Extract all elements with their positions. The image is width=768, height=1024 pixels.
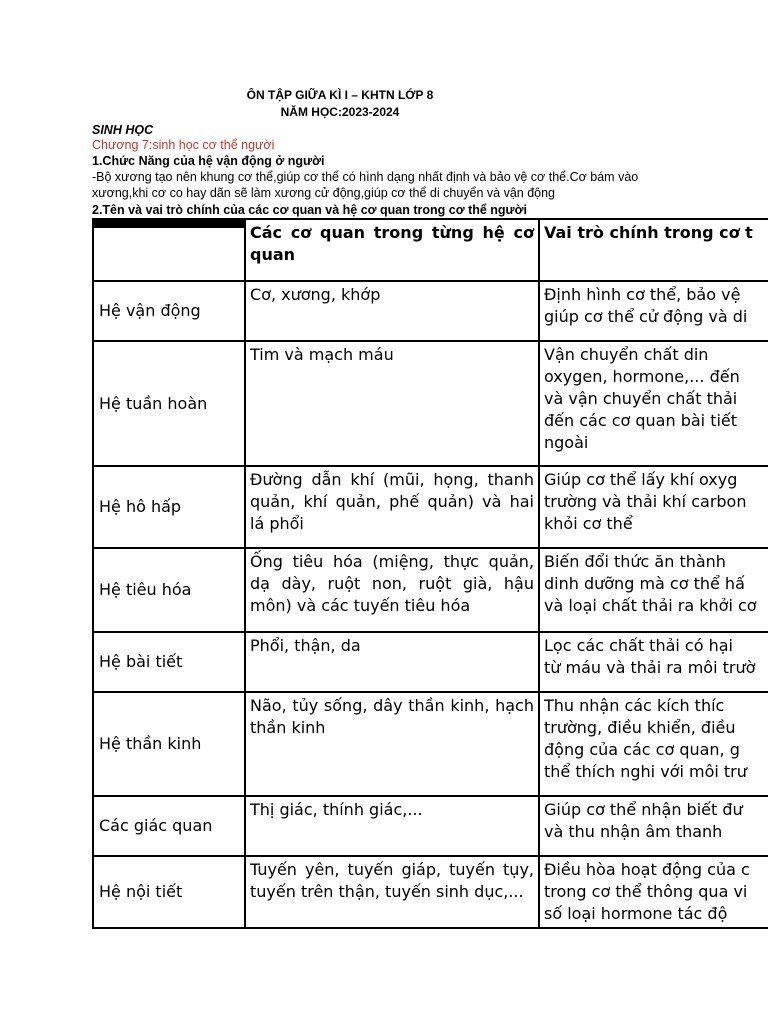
chapter-title: Chương 7:sinh học cơ thể người [92, 138, 275, 152]
organs-cell: Tuyến yên, tuyến giáp, tuyến tụy, tuyến trên thận, tuyến sinh dục,... [245, 856, 539, 928]
doc-title: ÔN TẬP GIỮA KÌ I – KHTN LỚP 8 [246, 88, 434, 102]
system-name-cell: Hệ tiêu hóa [93, 548, 245, 632]
role-line: giúp cơ thể cử động và di [544, 307, 748, 326]
role-line: số loại hormone tác độ [544, 904, 728, 923]
role-cell [539, 548, 768, 632]
role-line: khỏi cơ thể [544, 514, 633, 533]
role-line: Giúp cơ thể nhận biết đư [544, 800, 743, 819]
organs-cell: Ống tiêu hóa (miệng, thực quản, dạ dày, ruột non, ruột già, hậu môn) và các tuyến tiêu hóa [245, 548, 539, 632]
system-name-cell: Hệ tuần hoàn [93, 341, 245, 466]
role-line: ngoài [544, 433, 589, 452]
organs-cell: Đường dẫn khí (mũi, họng, thanh quản, khí quản, phế quản) và hai lá phổi [245, 466, 539, 548]
table-row [93, 692, 768, 796]
header-cell-empty [93, 219, 245, 281]
role-line: dinh dưỡng mà cơ thể hấ [544, 574, 745, 593]
role-line: Giúp cơ thể lấy khí oxyg [544, 470, 738, 489]
role-line: trường, điều khiển, điều [544, 718, 736, 737]
role-cell [539, 632, 768, 692]
table-row [93, 281, 768, 341]
role-cell [539, 796, 768, 856]
role-line: và vận chuyển chất thải [544, 389, 738, 408]
role-cell [539, 692, 768, 796]
role-line: trường và thải khí carbon [544, 492, 747, 511]
school-year: NĂM HỌC:2023-2024 [280, 105, 400, 119]
role-line: từ máu và thải ra môi trườ [544, 658, 756, 677]
system-name-cell: Hệ bài tiết [93, 632, 245, 692]
role-line: Định hình cơ thể, bảo vệ [544, 285, 741, 304]
system-name-cell: Hệ thần kinh [93, 692, 245, 796]
section2-heading: 2.Tên và vai trò chính của các cơ quan và hệ cơ quan trong cơ thể người [92, 203, 527, 217]
system-name-cell: Hệ hô hấp [93, 466, 245, 548]
system-name-cell: Các giác quan [93, 796, 245, 856]
role-line: đến các cơ quan bài tiết [544, 411, 738, 430]
system-name-cell: Hệ nội tiết [93, 856, 245, 928]
system-name-cell: Hệ vận động [93, 281, 245, 341]
subject-label: SINH HỌC [92, 123, 154, 137]
organs-cell: Tim và mạch máu [245, 341, 539, 466]
role-line: Vận chuyển chất din [544, 345, 709, 364]
role-line: trong cơ thể thông qua vi [544, 882, 748, 901]
role-line: và loại chất thải ra khởi cơ [544, 596, 757, 615]
table-row [93, 466, 768, 548]
role-cell [539, 466, 768, 548]
table-row [93, 796, 768, 856]
role-line: Điều hòa hoạt động của c [544, 860, 750, 879]
header-black-bar [94, 220, 245, 228]
header-cell-role: Vai trò chính trong cơ t [539, 219, 768, 281]
role-cell [539, 341, 768, 466]
role-cell [539, 856, 768, 928]
table-row [93, 632, 768, 692]
organs-cell: Phổi, thận, da [245, 632, 539, 692]
table-row [93, 548, 768, 632]
role-line: động của các cơ quan, g [544, 740, 740, 759]
header-cell-organs: Các cơ quan trong từng hệ cơ quan [245, 219, 539, 281]
role-line: và thu nhận âm thanh [544, 822, 723, 841]
organ-systems-table [92, 218, 768, 929]
role-line: oxygen, hormone,... đến [544, 367, 740, 386]
organs-cell: Thị giác, thính giác,... [245, 796, 539, 856]
role-line: Lọc các chất thải có hại [544, 636, 733, 655]
role-cell [539, 281, 768, 341]
section1-line2: xương,khi cơ co hay dãn sẽ làm xương cử động,giúp cơ thể di chuyển và vận động [92, 186, 556, 200]
table-row [93, 856, 768, 928]
table-header-row [93, 219, 768, 281]
section1-line1: -Bộ xương tạo nên khung cơ thể,giúp cơ thể có hình dạng nhất định và bảo vệ cơ thể.Cơ bám vào [92, 170, 639, 184]
organs-cell: Cơ, xương, khớp [245, 281, 539, 341]
organs-cell: Não, tủy sống, dây thần kinh, hạch thần kinh [245, 692, 539, 796]
table-row [93, 341, 768, 466]
role-line: Biến đổi thức ăn thành [544, 552, 726, 571]
section1-heading: 1.Chức Năng của hệ vận động ở người [92, 154, 325, 168]
role-line: Thu nhận các kích thíc [544, 696, 725, 715]
role-line: thể thích nghi với môi trư [544, 762, 747, 781]
